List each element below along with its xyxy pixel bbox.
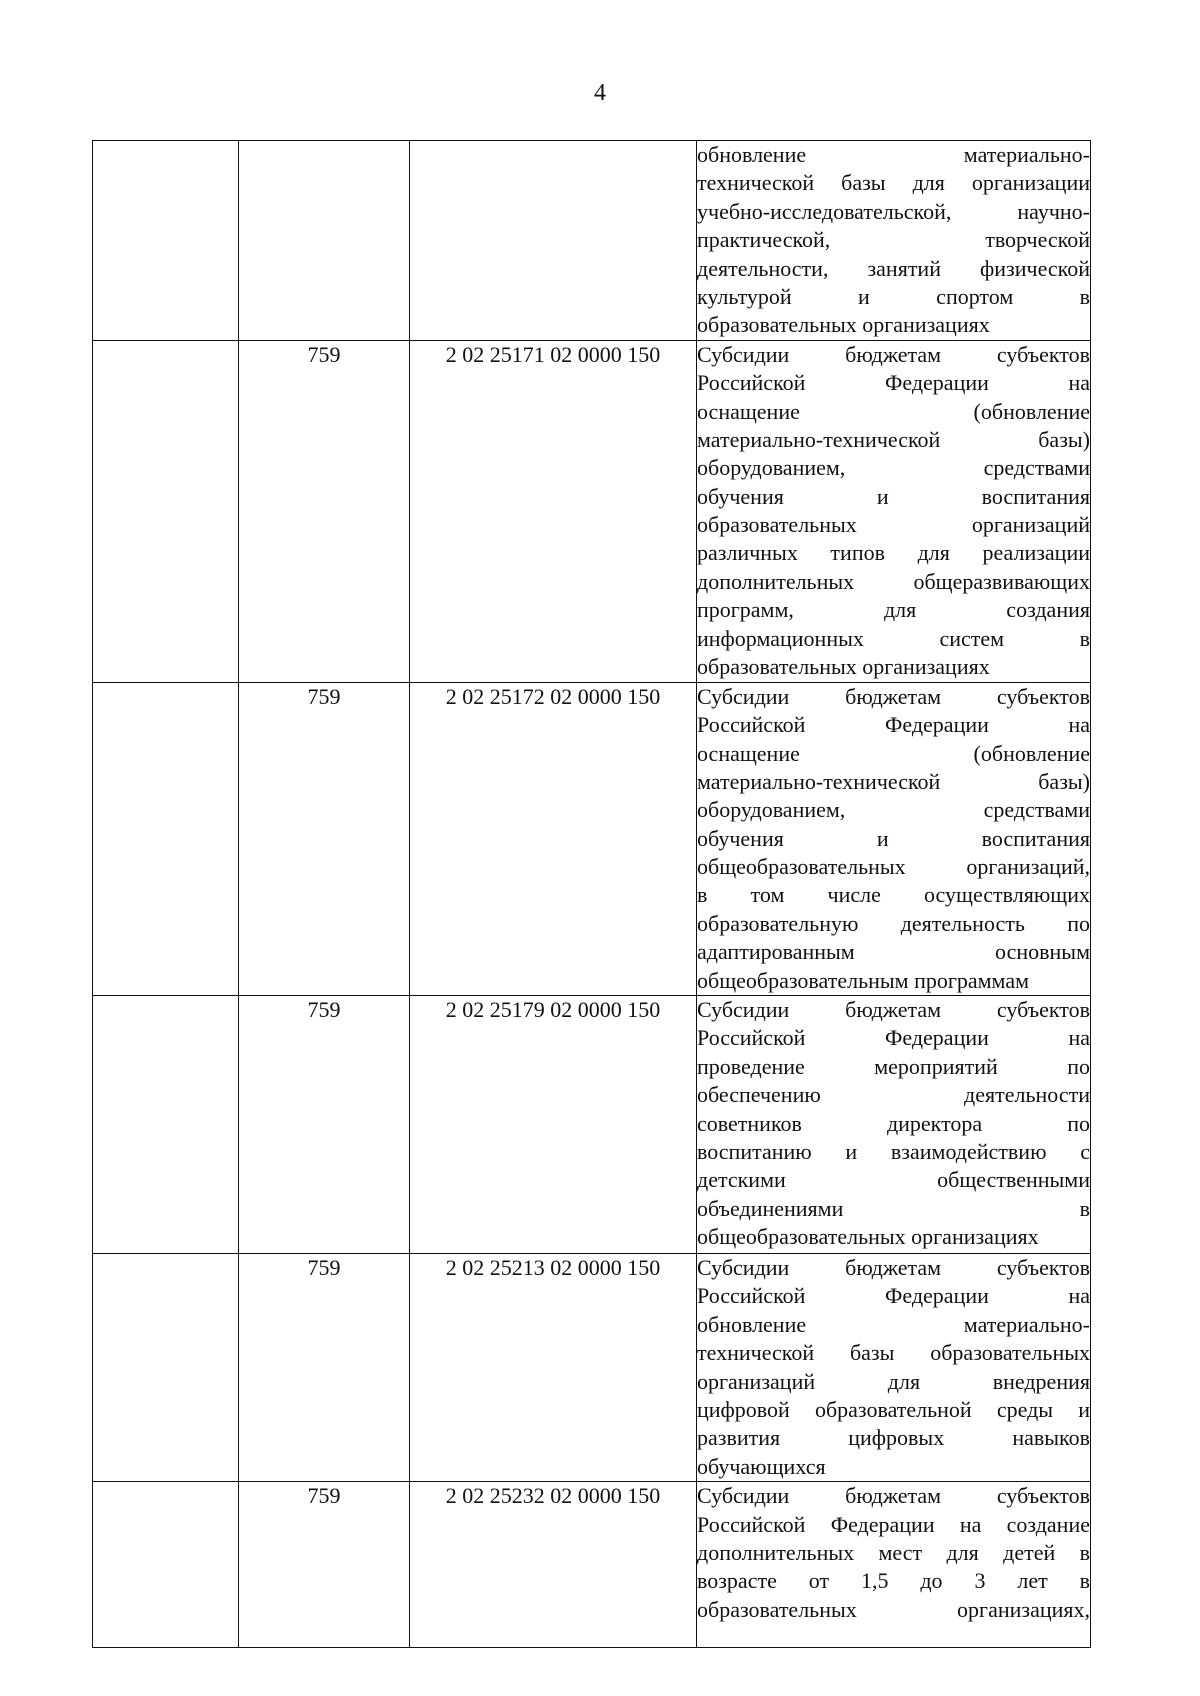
description-line: обеспечению деятельности: [697, 1082, 1090, 1108]
description-line: оснащение (обновление: [697, 740, 1090, 766]
budget-code-cell: 2 02 25179 02 0000 150: [410, 996, 697, 1254]
description-line: образовательных организаций: [697, 512, 1090, 538]
budget-code-cell: 2 02 25213 02 0000 150: [410, 1254, 697, 1482]
description-line: развития цифровых навыков: [697, 1425, 1090, 1451]
description-line: культурой и спортом в: [697, 283, 1090, 309]
description-line: дополнительных общеразвивающих: [697, 568, 1090, 594]
description-line: обучающихся: [697, 1453, 826, 1479]
description-cell: [697, 141, 1091, 341]
description-line: практической, творческой: [697, 227, 1090, 253]
description-line: советников директора по: [697, 1110, 1090, 1136]
empty-cell: [93, 340, 239, 682]
description-line: общеобразовательных организациях: [697, 1224, 1039, 1250]
description-line: образовательных организациях: [697, 654, 990, 680]
admin-code-cell: 759: [239, 682, 410, 995]
description-line: Российской Федерации на: [697, 1025, 1090, 1051]
description-line: Российской Федерации на: [697, 1283, 1090, 1309]
description-line: обновление материально-: [697, 1311, 1090, 1337]
description-line: Российской Федерации на: [697, 370, 1090, 396]
budget-code-cell: 2 02 25171 02 0000 150: [410, 340, 697, 682]
description-line: объединениями в: [697, 1195, 1090, 1221]
description-line: адаптированным основным: [697, 939, 1090, 965]
admin-code-cell: [239, 141, 410, 341]
description-line: образовательных организациях: [697, 312, 990, 338]
description-line: обучения и воспитания: [697, 483, 1090, 509]
description-line: материально-технической базы): [697, 426, 1090, 452]
description-line: цифровой образовательной среды и: [697, 1396, 1090, 1422]
description-line: воспитанию и взаимодействию с: [697, 1138, 1090, 1164]
empty-cell: [93, 1254, 239, 1482]
description-line: образовательную деятельность по: [697, 910, 1090, 936]
description-line: Субсидии бюджетам субъектов: [697, 997, 1090, 1023]
budget-code-cell: 2 02 25232 02 0000 150: [410, 1482, 697, 1648]
description-cell: [697, 1254, 1091, 1482]
empty-cell: [93, 682, 239, 995]
description-line: организаций для внедрения: [697, 1368, 1090, 1394]
description-line: Субсидии бюджетам субъектов: [697, 683, 1090, 709]
description-line: возрасте от 1,5 до 3 лет в: [697, 1568, 1090, 1594]
description-line: обучения и воспитания: [697, 825, 1090, 851]
description-line: оборудованием, средствами: [697, 797, 1090, 823]
description-cell: [697, 1482, 1091, 1648]
description-line: учебно-исследовательской, научно-: [697, 198, 1090, 224]
table-row: [93, 141, 1091, 341]
table-row: [93, 1482, 1091, 1648]
description-line: деятельности, занятий физической: [697, 255, 1090, 281]
description-line: оснащение (обновление: [697, 398, 1090, 424]
budget-code-table: [92, 140, 1091, 1648]
admin-code-cell: 759: [239, 1254, 410, 1482]
table-row: [93, 682, 1091, 995]
budget-code-cell: [410, 141, 697, 341]
description-line: детскими общественными: [697, 1167, 1090, 1193]
page-number: 4: [594, 80, 606, 106]
budget-code-cell: 2 02 25172 02 0000 150: [410, 682, 697, 995]
description-line: технической базы образовательных: [697, 1340, 1090, 1366]
description-line: Российской Федерации на: [697, 712, 1090, 738]
description-line: обновление материально-: [697, 142, 1090, 167]
empty-cell: [93, 141, 239, 341]
description-line: в том числе осуществляющих: [697, 882, 1090, 908]
table-row: [93, 340, 1091, 682]
empty-cell: [93, 1482, 239, 1648]
description-line: оборудованием, средствами: [697, 455, 1090, 481]
description-line: общеобразовательных организаций,: [697, 854, 1090, 880]
table-body: [93, 141, 1091, 1648]
description-line: программ, для создания: [697, 597, 1090, 623]
admin-code-cell: 759: [239, 340, 410, 682]
description-line: общеобразовательным программам: [697, 967, 1030, 993]
description-line: проведение мероприятий по: [697, 1053, 1090, 1079]
description-line: Субсидии бюджетам субъектов: [697, 1255, 1090, 1281]
admin-code-cell: 759: [239, 1482, 410, 1648]
description-line: технической базы для организации: [697, 170, 1090, 196]
description-line: образовательных организациях,: [697, 1596, 1090, 1622]
description-line: Российской Федерации на создание: [697, 1511, 1090, 1537]
description-line: Субсидии бюджетам субъектов: [697, 341, 1090, 367]
table-row: [93, 996, 1091, 1254]
description-line: информационных систем в: [697, 625, 1090, 651]
description-line: дополнительных мест для детей в: [697, 1539, 1090, 1565]
admin-code-cell: 759: [239, 996, 410, 1254]
description-cell: [697, 340, 1091, 682]
table-row: [93, 1254, 1091, 1482]
description-line: Субсидии бюджетам субъектов: [697, 1483, 1090, 1509]
description-line: различных типов для реализации: [697, 540, 1090, 566]
description-cell: [697, 996, 1091, 1254]
description-cell: [697, 682, 1091, 995]
description-line: материально-технической базы): [697, 768, 1090, 794]
empty-cell: [93, 996, 239, 1254]
